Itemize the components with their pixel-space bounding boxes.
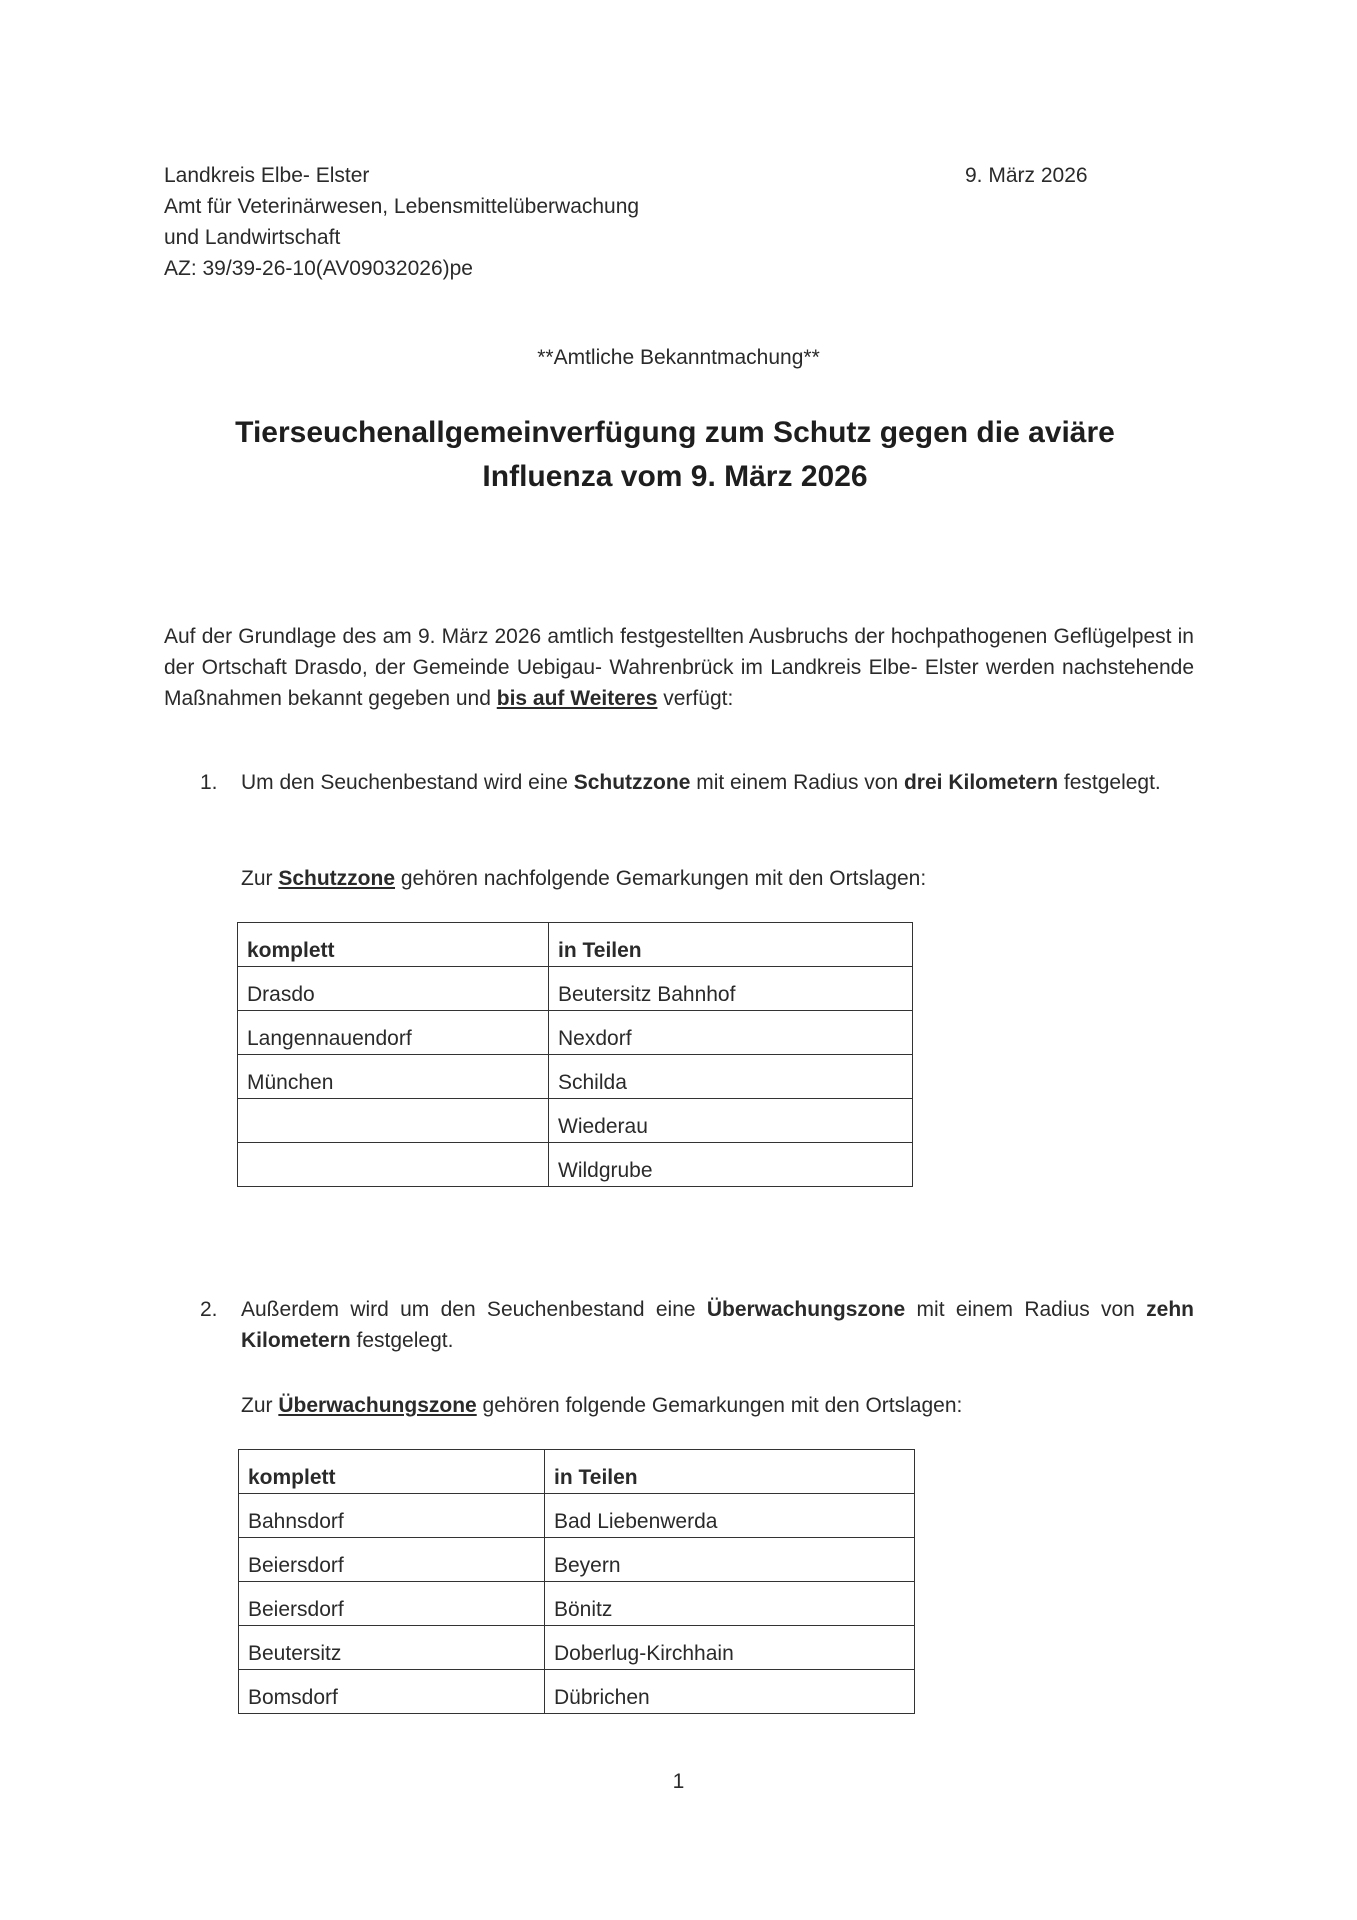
header-line-reference: AZ: 39/39-26-10(AV09032026)pe: [164, 257, 473, 280]
item-number: 2.: [200, 1298, 218, 1321]
cell-partial: Nexdorf: [549, 1011, 913, 1055]
official-notice-label: **Amtliche Bekanntmachung**: [537, 346, 820, 369]
item-text-part: festgelegt.: [350, 1329, 454, 1352]
table-row: [238, 1055, 913, 1099]
header-line-district: Landkreis Elbe- Elster: [164, 164, 370, 187]
column-header-complete: komplett: [239, 1450, 545, 1494]
table-row: [239, 1670, 915, 1714]
zone-name: Schutzzone: [278, 867, 396, 890]
cell-complete: [238, 1099, 549, 1143]
table-row: [239, 1626, 915, 1670]
item-text-bold: drei Kilometern: [903, 771, 1059, 794]
item-text-part: Um den Seuchenbestand wird eine: [241, 771, 574, 794]
surveillance-zone-intro: [241, 1390, 962, 1421]
cell-complete: Drasdo: [238, 967, 549, 1011]
header-line-office: Amt für Veterinärwesen, Lebensmittelüberwachung: [164, 195, 640, 218]
document-date: 9. März 2026: [965, 164, 1088, 187]
document-title: [160, 411, 1190, 499]
authority-header: [164, 160, 639, 284]
cell-partial: Schilda: [549, 1055, 913, 1099]
item-text: [241, 1294, 1194, 1356]
cell-complete: Langennauendorf: [238, 1011, 549, 1055]
column-header-partial: in Teilen: [545, 1450, 915, 1494]
zone-text: gehören nachfolgende Gemarkungen mit den Ortslagen:: [395, 867, 927, 890]
header-line-office-cont: und Landwirtschaft: [164, 226, 341, 249]
cell-partial: Bad Liebenwerda: [545, 1494, 915, 1538]
cell-complete: Beutersitz: [239, 1626, 545, 1670]
cell-complete: Beiersdorf: [239, 1538, 545, 1582]
item-text-bold: Schutzzone: [573, 771, 691, 794]
column-header-partial: in Teilen: [549, 923, 913, 967]
table-row: [239, 1582, 915, 1626]
protection-zone-table: [237, 922, 913, 1187]
item-text: [241, 767, 1194, 798]
table-row: [238, 967, 913, 1011]
cell-complete: Beiersdorf: [239, 1582, 545, 1626]
table-row: [238, 1099, 913, 1143]
intro-text-end: verfügt:: [657, 687, 734, 710]
protection-zone-intro: [241, 863, 926, 894]
zone-text: Zur: [241, 1394, 279, 1417]
cell-partial: Wildgrube: [549, 1143, 913, 1187]
cell-partial: Wiederau: [549, 1099, 913, 1143]
cell-partial: Dübrichen: [545, 1670, 915, 1714]
item-number: 1.: [200, 771, 218, 794]
intro-paragraph: [164, 621, 1194, 714]
table-row: [239, 1494, 915, 1538]
item-text-part: mit einem Radius von: [905, 1298, 1147, 1321]
cell-complete: Bomsdorf: [239, 1670, 545, 1714]
zone-text: gehören folgende Gemarkungen mit den Ortslagen:: [476, 1394, 963, 1417]
item-text-bold: Überwachungszone: [706, 1298, 906, 1321]
table-header-row: [239, 1450, 915, 1494]
page-number: 1: [672, 1770, 685, 1793]
zone-name: Überwachungszone: [278, 1394, 477, 1417]
cell-partial: Doberlug-Kirchhain: [545, 1626, 915, 1670]
item-text-part: mit einem Radius von: [690, 771, 904, 794]
column-header-complete: komplett: [238, 923, 549, 967]
cell-complete: München: [238, 1055, 549, 1099]
surveillance-zone-table: [238, 1449, 915, 1714]
item-text-bold: zehn Kilometern: [241, 1298, 1194, 1352]
intro-emphasis: bis auf Weiteres: [496, 687, 658, 710]
table-header-row: [238, 923, 913, 967]
cell-complete: Bahnsdorf: [239, 1494, 545, 1538]
cell-partial: Bönitz: [545, 1582, 915, 1626]
item-text-part: Außerdem wird um den Seuchenbestand eine: [241, 1298, 707, 1321]
cell-complete: [238, 1143, 549, 1187]
intro-text: Auf der Grundlage des am 9. März 2026 amtlich festgestellten Ausbruchs der hochpathogenen Geflügelpest in der Ortschaft Drasdo, der Gemeinde Uebigau- Wahrenbrück im Landkreis Elbe- Elster werden nachstehende Maßnahmen bekannt gegeben und: [164, 625, 1194, 710]
cell-partial: Beutersitz Bahnhof: [549, 967, 913, 1011]
table-row: [238, 1011, 913, 1055]
item-text-part: festgelegt.: [1058, 771, 1161, 794]
table-row: [238, 1143, 913, 1187]
table-row: [239, 1538, 915, 1582]
zone-text: Zur: [241, 867, 279, 890]
cell-partial: Beyern: [545, 1538, 915, 1582]
title-line-2: Influenza vom 9. März 2026: [482, 460, 868, 493]
title-line-1: Tierseuchenallgemeinverfügung zum Schutz gegen die aviäre: [235, 416, 1115, 449]
